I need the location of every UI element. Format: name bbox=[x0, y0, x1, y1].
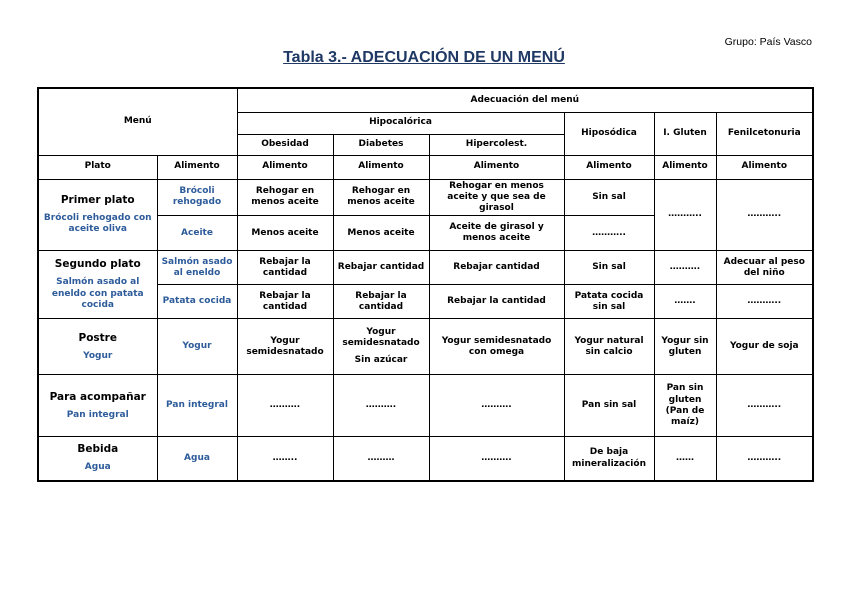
table-cell: ……….. bbox=[716, 437, 813, 481]
primer-plato-cell bbox=[38, 179, 157, 251]
table-cell: ………. bbox=[237, 375, 333, 437]
segundo-plato-cell bbox=[38, 251, 157, 319]
hiposodica-header: Hiposódica bbox=[564, 112, 654, 155]
table-cell: Yogur natural sin calcio bbox=[564, 319, 654, 375]
table-cell: ………. bbox=[429, 437, 564, 481]
alimento-header: Alimento bbox=[157, 155, 237, 179]
table-cell: ……….. bbox=[716, 179, 813, 251]
segundo-plato-dish: Salmón asado al eneldo con patata cocida bbox=[51, 277, 144, 310]
table-cell: Aceite de girasol y menos aceite bbox=[429, 216, 564, 251]
bebida-label: Bebida bbox=[77, 443, 119, 456]
segundo-plato-label: Segundo plato bbox=[54, 258, 141, 271]
primer-food-2: Aceite bbox=[157, 216, 237, 251]
pan-dish: Pan integral bbox=[66, 409, 129, 420]
hipocalorica-header: Hipocalórica bbox=[237, 112, 564, 134]
alimento-col-header: Alimento bbox=[333, 155, 429, 179]
table-cell: …….. bbox=[237, 437, 333, 481]
table-cell: Adecuar al peso del niño bbox=[716, 251, 813, 285]
alimento-col-header: Alimento bbox=[237, 155, 333, 179]
table-cell: Rehogar en menos aceite bbox=[333, 179, 429, 216]
table-cell: ……….. bbox=[716, 285, 813, 319]
table-cell: Yogur de soja bbox=[716, 319, 813, 375]
table-cell: Sin sal bbox=[564, 251, 654, 285]
pan-label: Para acompañar bbox=[49, 390, 146, 403]
alimento-col-header: Alimento bbox=[429, 155, 564, 179]
bebida-food: Agua bbox=[157, 437, 237, 481]
table-cell: Rehogar en menos aceite bbox=[237, 179, 333, 216]
postre-diabetes-a: Yogur semidesnatado bbox=[342, 326, 420, 349]
table-cell: Pan sin gluten (Pan de maíz) bbox=[654, 375, 716, 437]
table-cell: ……….. bbox=[564, 216, 654, 251]
table-cell: …… bbox=[654, 437, 716, 481]
table-cell: Patata cocida sin sal bbox=[564, 285, 654, 319]
pan-cell bbox=[38, 375, 157, 437]
table-cell: Rebajar cantidad bbox=[333, 251, 429, 285]
bebida-dish: Agua bbox=[84, 462, 111, 473]
group-label: Grupo: País Vasco bbox=[724, 36, 812, 48]
table-cell: Pan sin sal bbox=[564, 375, 654, 437]
alimento-col-header: Alimento bbox=[654, 155, 716, 179]
table-cell: Menos aceite bbox=[237, 216, 333, 251]
table-cell: Rebajar la cantidad bbox=[333, 285, 429, 319]
table-cell: ……. bbox=[654, 285, 716, 319]
pan-food: Pan integral bbox=[157, 375, 237, 437]
table-cell: Menos aceite bbox=[333, 216, 429, 251]
primer-food-1: Brócoli rehogado bbox=[157, 179, 237, 216]
gluten-header: I. Gluten bbox=[654, 112, 716, 155]
table-cell: ……… bbox=[333, 437, 429, 481]
segundo-food-2: Patata cocida bbox=[157, 285, 237, 319]
adecuacion-header: Adecuación del menú bbox=[237, 88, 813, 112]
table-cell: Rebajar la cantidad bbox=[429, 285, 564, 319]
table-cell: Sin sal bbox=[564, 179, 654, 216]
table-cell: Rehogar en menos aceite y que sea de girasol bbox=[429, 179, 564, 216]
table-cell: Yogur sin gluten bbox=[654, 319, 716, 375]
table-cell: Yogur semidesnatado bbox=[237, 319, 333, 375]
primer-plato-label: Primer plato bbox=[60, 194, 135, 207]
page-title: Tabla 3.- ADECUACIÓN DE UN MENÚ bbox=[283, 49, 565, 66]
postre-dish: Yogur bbox=[83, 350, 113, 361]
table-cell: ……….. bbox=[716, 375, 813, 437]
hipercolest-header: Hipercolest. bbox=[429, 134, 564, 155]
postre-food: Yogur bbox=[157, 319, 237, 375]
table-cell: Yogur semidesnatado con omega bbox=[429, 319, 564, 375]
table-cell: Rebajar cantidad bbox=[429, 251, 564, 285]
alimento-col-header: Alimento bbox=[564, 155, 654, 179]
postre-label: Postre bbox=[78, 331, 117, 344]
menu-header: Menú bbox=[38, 88, 237, 155]
postre-cell bbox=[38, 319, 157, 375]
obesidad-header: Obesidad bbox=[237, 134, 333, 155]
segundo-food-1: Salmón asado al eneldo bbox=[157, 251, 237, 285]
postre-diabetes-b: Sin azúcar bbox=[354, 355, 408, 366]
fenilcetonuria-header: Fenilcetonuria bbox=[716, 112, 813, 155]
table-cell: Rebajar la cantidad bbox=[237, 285, 333, 319]
plato-header: Plato bbox=[38, 155, 157, 179]
table-cell: De baja mineralización bbox=[564, 437, 654, 481]
bebida-cell bbox=[38, 437, 157, 481]
table-cell bbox=[333, 319, 429, 375]
table-cell: ………. bbox=[654, 251, 716, 285]
table-cell: ………. bbox=[429, 375, 564, 437]
table-cell: ………. bbox=[333, 375, 429, 437]
table-cell: Rebajar la cantidad bbox=[237, 251, 333, 285]
menu-table bbox=[37, 87, 814, 482]
diabetes-header: Diabetes bbox=[333, 134, 429, 155]
table-cell: ……….. bbox=[654, 179, 716, 251]
alimento-col-header: Alimento bbox=[716, 155, 813, 179]
primer-plato-dish: Brócoli rehogado con aceite oliva bbox=[43, 213, 152, 235]
